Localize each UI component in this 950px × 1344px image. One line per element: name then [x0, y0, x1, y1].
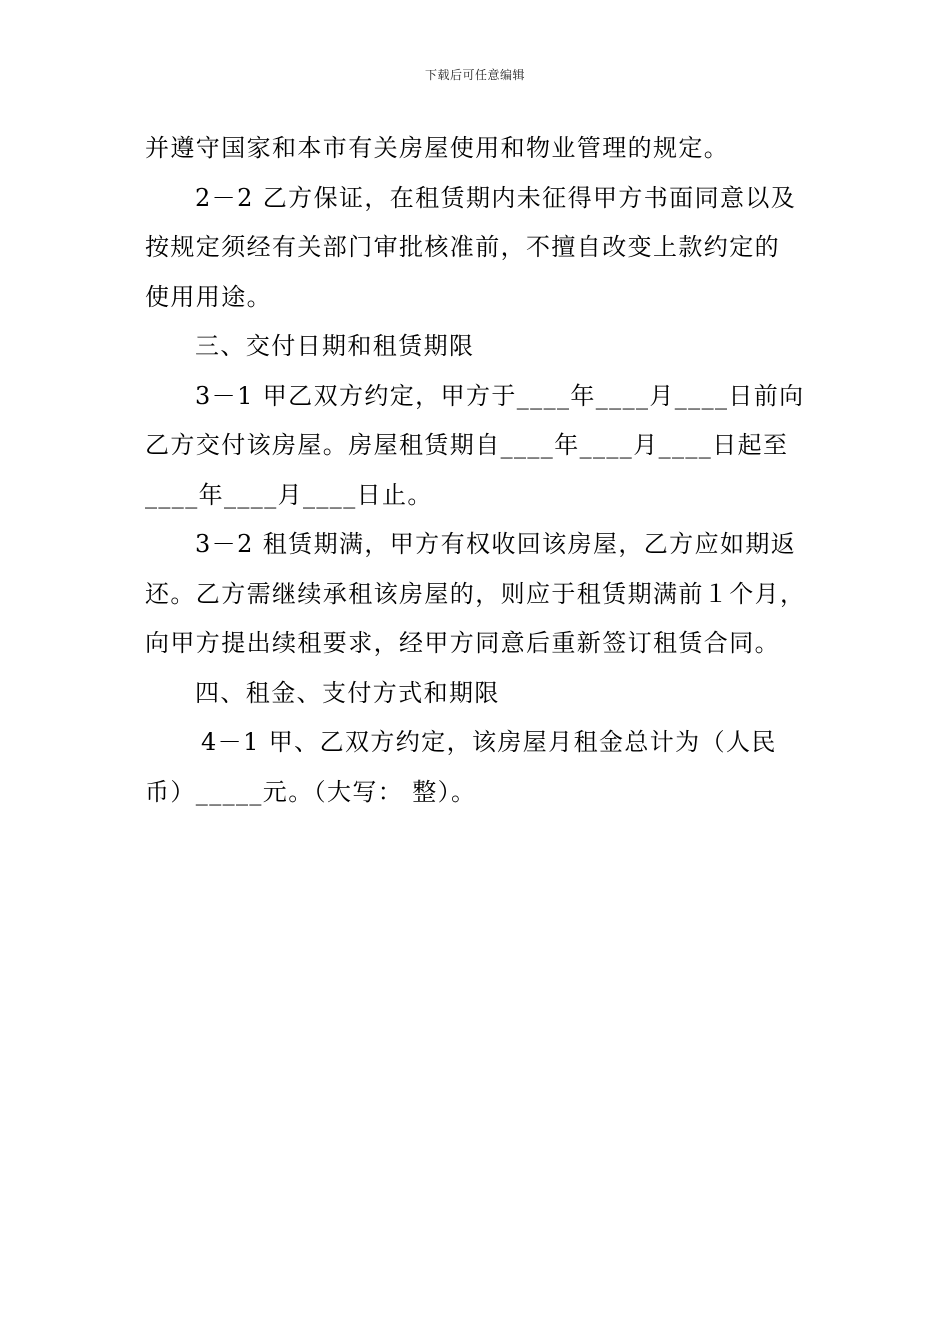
- text-line: 还。乙方需继续承租该房屋的，则应于租赁期满前１个月，: [145, 579, 806, 608]
- text-line: 币）_____元。（大写： 整）。: [145, 777, 477, 806]
- text-line: 向甲方提出续租要求，经甲方同意后重新签订租赁合同。: [145, 629, 780, 657]
- text-line: 按规定须经有关部门审批核准前，不擅自改变上款约定的: [145, 233, 780, 261]
- text-line: ____年____月____日止。: [145, 480, 433, 509]
- section-4-heading: 四、租金、支付方式和期限: [195, 678, 500, 707]
- page-header-note: 下载后可任意编辑: [424, 68, 525, 82]
- clause-4-1-line: 4－1 甲、乙双方约定，该房屋月租金总计为（人民: [201, 728, 777, 756]
- clause-3-2-line: 3－2 租赁期满，甲方有权收回该房屋，乙方应如期返: [195, 530, 797, 558]
- clause-2-2-line: 2－2 乙方保证，在租赁期内未征得甲方书面同意以及: [195, 183, 797, 212]
- text-line: 乙方交付该房屋。房屋租赁期自____年____月____日起至: [145, 431, 789, 459]
- text-line: 并遵守国家和本市有关房屋使用和物业管理的规定。: [145, 134, 730, 162]
- section-3-heading: 三、交付日期和租赁期限: [195, 332, 475, 360]
- document-body: [145, 124, 807, 817]
- text-line: 使用用途。: [145, 282, 272, 311]
- clause-3-1-line: 3－1 甲乙双方约定，甲方于____年____月____日前向: [195, 381, 805, 410]
